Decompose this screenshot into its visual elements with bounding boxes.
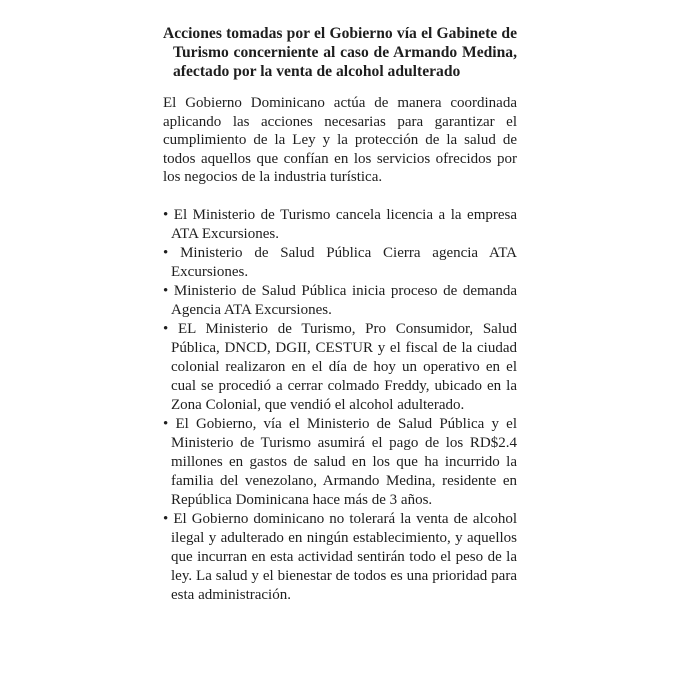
list-item [163, 244, 517, 282]
list-item [163, 415, 517, 510]
action-list [163, 206, 517, 605]
list-item-text: Ministerio de Salud Pública inicia proceso de demanda Agencia ATA Excursiones. [171, 282, 517, 318]
intro-paragraph: El Gobierno Dominicano actúa de manera coordinada aplicando las acciones necesarias para garantizar el cumplimiento de la Ley y la protección de la salud de todos aquellos que confían en los servicios ofrecidos por los negocios de la industria turística. [163, 95, 517, 185]
bullet-icon: • [163, 206, 169, 223]
document-title: Acciones tomadas por el Gobierno vía el Gabinete de Turismo concerniente al caso de Armando Medina, afectado por la venta de alcohol adulterado [163, 25, 517, 80]
bullet-icon: • [163, 282, 169, 299]
bullet-icon: • [163, 415, 169, 432]
list-item-text: El Gobierno, vía el Ministerio de Salud Pública y el Ministerio de Turismo asumirá el pago de los RD$2.4 millones en gastos de salud en los que ha incurrido la familia del venezolano, Armando Medina, residente en República Dominicana hace más de 3 años. [171, 415, 517, 508]
list-item [163, 282, 517, 320]
list-item-text: EL Ministerio de Turismo, Pro Consumidor, Salud Pública, DNCD, DGII, CESTUR y el fiscal de la ciudad colonial realizaron en el día de hoy un operativo en el cual se procedió a cerrar colmado Freddy, ubicado en la Zona Colonial, que vendió el alcohol adulterado. [171, 320, 517, 413]
list-item [163, 320, 517, 415]
list-item [163, 206, 517, 244]
bullet-icon: • [163, 244, 169, 261]
list-item-text: El Gobierno dominicano no tolerará la venta de alcohol ilegal y adulterado en ningún establecimiento, y aquellos que incurran en esta actividad sentirán todo el peso de la ley. La salud y el bienestar de todos es una prioridad para esta administración. [171, 510, 518, 603]
list-item-text: El Ministerio de Turismo cancela licencia a la empresa ATA Excursiones. [171, 206, 518, 242]
bullet-icon: • [163, 510, 169, 527]
list-item [163, 510, 517, 605]
bullet-icon: • [163, 320, 169, 337]
document-page [163, 0, 517, 605]
list-item-text: Ministerio de Salud Pública Cierra agencia ATA Excursiones. [171, 244, 518, 280]
